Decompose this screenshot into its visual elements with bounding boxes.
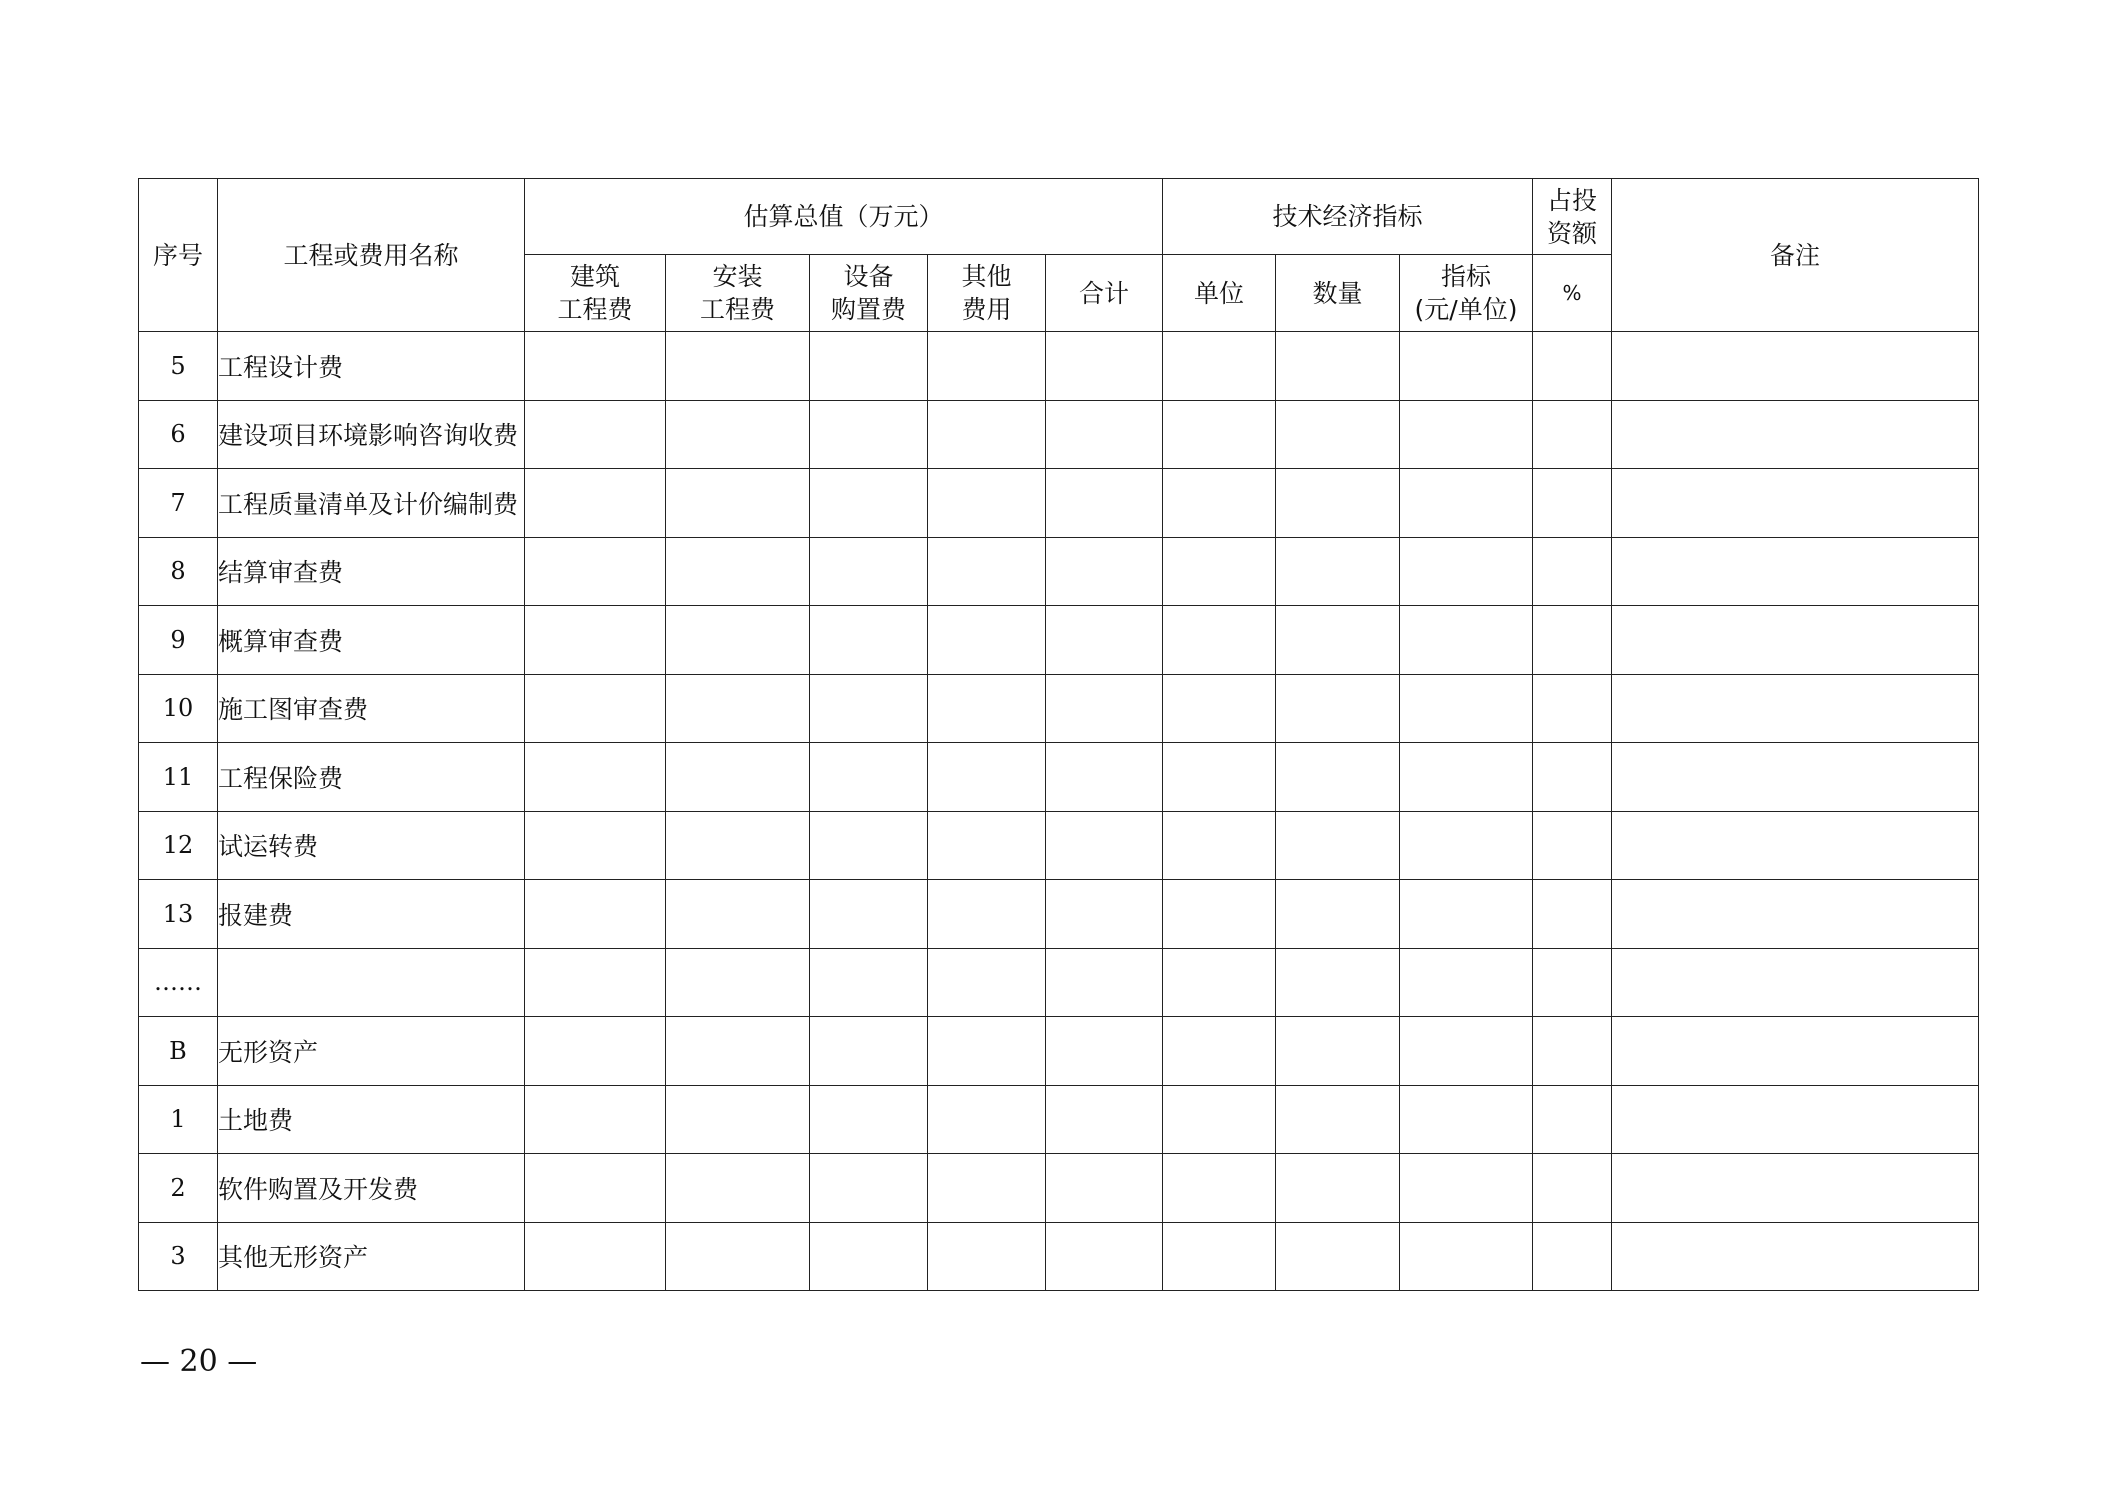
empty-cell: [525, 606, 666, 675]
empty-cell: [1400, 1154, 1533, 1223]
empty-cell: [1533, 606, 1612, 675]
row-item-name: 工程质量清单及计价编制费: [218, 469, 525, 538]
empty-cell: [1276, 811, 1400, 880]
header-ratio-unit: %: [1533, 255, 1612, 332]
row-item-name: 报建费: [218, 880, 525, 949]
empty-cell: [1163, 332, 1276, 401]
header-tech-group: 技术经济指标: [1163, 179, 1533, 255]
empty-cell: [1163, 1017, 1276, 1086]
empty-cell: [1163, 606, 1276, 675]
empty-cell: [525, 332, 666, 401]
empty-cell: [1400, 332, 1533, 401]
empty-cell: [1533, 1222, 1612, 1291]
table-row: [139, 948, 1979, 1017]
empty-cell: [1046, 400, 1163, 469]
row-number: ……: [139, 948, 218, 1017]
empty-cell: [1612, 332, 1979, 401]
empty-cell: [1276, 1222, 1400, 1291]
empty-cell: [810, 674, 928, 743]
empty-cell: [1612, 537, 1979, 606]
empty-cell: [1163, 400, 1276, 469]
header-install-cost: 安装 工程费: [666, 255, 810, 332]
header-estimate-group: 估算总值（万元）: [525, 179, 1163, 255]
empty-cell: [666, 1085, 810, 1154]
empty-cell: [810, 880, 928, 949]
empty-cell: [1533, 1085, 1612, 1154]
empty-cell: [1046, 811, 1163, 880]
empty-cell: [666, 400, 810, 469]
empty-cell: [1046, 332, 1163, 401]
empty-cell: [810, 1154, 928, 1223]
header-equipment-cost: 设备 购置费: [810, 255, 928, 332]
row-item-name: 建设项目环境影响咨询收费: [218, 400, 525, 469]
empty-cell: [1612, 743, 1979, 812]
empty-cell: [1046, 674, 1163, 743]
empty-cell: [810, 400, 928, 469]
empty-cell: [810, 743, 928, 812]
row-item-name: 试运转费: [218, 811, 525, 880]
header-unit: 单位: [1163, 255, 1276, 332]
empty-cell: [1400, 606, 1533, 675]
empty-cell: [1046, 1017, 1163, 1086]
empty-cell: [1276, 469, 1400, 538]
page-number: — 20 —: [140, 1344, 258, 1379]
row-number: 13: [139, 880, 218, 949]
empty-cell: [1276, 1017, 1400, 1086]
empty-cell: [525, 400, 666, 469]
table-row: [139, 606, 1979, 675]
row-item-name: 结算审查费: [218, 537, 525, 606]
empty-cell: [1046, 469, 1163, 538]
empty-cell: [1400, 537, 1533, 606]
empty-cell: [1400, 674, 1533, 743]
table-row: [139, 469, 1979, 538]
empty-cell: [525, 1222, 666, 1291]
empty-cell: [1612, 674, 1979, 743]
empty-cell: [928, 537, 1046, 606]
empty-cell: [1612, 469, 1979, 538]
empty-cell: [1612, 606, 1979, 675]
empty-cell: [810, 332, 928, 401]
header-building-cost: 建筑 工程费: [525, 255, 666, 332]
empty-cell: [928, 469, 1046, 538]
empty-cell: [1400, 1017, 1533, 1086]
table-row: [139, 811, 1979, 880]
row-number: 3: [139, 1222, 218, 1291]
empty-cell: [1533, 1154, 1612, 1223]
empty-cell: [525, 743, 666, 812]
empty-cell: [1046, 1154, 1163, 1223]
empty-cell: [1163, 469, 1276, 538]
empty-cell: [810, 469, 928, 538]
empty-cell: [666, 674, 810, 743]
row-number: 1: [139, 1085, 218, 1154]
empty-cell: [810, 537, 928, 606]
empty-cell: [810, 606, 928, 675]
empty-cell: [928, 880, 1046, 949]
empty-cell: [1276, 332, 1400, 401]
row-number: 10: [139, 674, 218, 743]
empty-cell: [1046, 948, 1163, 1017]
empty-cell: [1400, 743, 1533, 812]
empty-cell: [1276, 1085, 1400, 1154]
empty-cell: [1400, 469, 1533, 538]
empty-cell: [928, 674, 1046, 743]
estimate-table: [138, 178, 1979, 1291]
empty-cell: [1612, 811, 1979, 880]
empty-cell: [525, 880, 666, 949]
empty-cell: [1533, 400, 1612, 469]
empty-cell: [666, 1154, 810, 1223]
empty-cell: [666, 332, 810, 401]
empty-cell: [928, 948, 1046, 1017]
empty-cell: [1276, 880, 1400, 949]
empty-cell: [1276, 537, 1400, 606]
empty-cell: [1046, 1085, 1163, 1154]
empty-cell: [1533, 674, 1612, 743]
empty-cell: [525, 1154, 666, 1223]
empty-cell: [666, 469, 810, 538]
empty-cell: [666, 811, 810, 880]
empty-cell: [1400, 1222, 1533, 1291]
empty-cell: [928, 811, 1046, 880]
empty-cell: [666, 948, 810, 1017]
empty-cell: [1533, 811, 1612, 880]
empty-cell: [928, 606, 1046, 675]
empty-cell: [810, 1222, 928, 1291]
empty-cell: [1046, 880, 1163, 949]
table-row: [139, 537, 1979, 606]
empty-cell: [1046, 1222, 1163, 1291]
row-number: 12: [139, 811, 218, 880]
table-row: [139, 1017, 1979, 1086]
row-item-name: 工程保险费: [218, 743, 525, 812]
empty-cell: [1612, 1085, 1979, 1154]
empty-cell: [1400, 880, 1533, 949]
header-remark: 备注: [1612, 179, 1979, 332]
empty-cell: [1533, 880, 1612, 949]
empty-cell: [525, 537, 666, 606]
empty-cell: [1163, 1085, 1276, 1154]
empty-cell: [928, 743, 1046, 812]
empty-cell: [525, 1085, 666, 1154]
empty-cell: [928, 1154, 1046, 1223]
empty-cell: [1163, 1222, 1276, 1291]
empty-cell: [1276, 606, 1400, 675]
empty-cell: [525, 674, 666, 743]
empty-cell: [525, 811, 666, 880]
row-number: 11: [139, 743, 218, 812]
empty-cell: [1612, 880, 1979, 949]
empty-cell: [666, 537, 810, 606]
header-name: 工程或费用名称: [218, 179, 525, 332]
row-number: B: [139, 1017, 218, 1086]
empty-cell: [1163, 743, 1276, 812]
empty-cell: [525, 469, 666, 538]
header-seq: 序号: [139, 179, 218, 332]
empty-cell: [1533, 537, 1612, 606]
table-row: [139, 743, 1979, 812]
empty-cell: [666, 1017, 810, 1086]
row-item-name: 施工图审查费: [218, 674, 525, 743]
header-quantity: 数量: [1276, 255, 1400, 332]
empty-cell: [1533, 332, 1612, 401]
empty-cell: [810, 1017, 928, 1086]
empty-cell: [1612, 948, 1979, 1017]
empty-cell: [1612, 1222, 1979, 1291]
row-item-name: 无形资产: [218, 1017, 525, 1086]
row-item-name: 概算审查费: [218, 606, 525, 675]
empty-cell: [810, 948, 928, 1017]
table-row: [139, 332, 1979, 401]
empty-cell: [1612, 400, 1979, 469]
empty-cell: [1163, 674, 1276, 743]
empty-cell: [928, 400, 1046, 469]
empty-cell: [1276, 743, 1400, 812]
row-number: 7: [139, 469, 218, 538]
empty-cell: [1163, 811, 1276, 880]
empty-cell: [1400, 400, 1533, 469]
empty-cell: [928, 1017, 1046, 1086]
row-item-name: 其他无形资产: [218, 1222, 525, 1291]
empty-cell: [810, 811, 928, 880]
empty-cell: [666, 1222, 810, 1291]
row-number: 2: [139, 1154, 218, 1223]
row-number: 6: [139, 400, 218, 469]
empty-cell: [1533, 743, 1612, 812]
empty-cell: [1533, 1017, 1612, 1086]
table-row: [139, 1222, 1979, 1291]
empty-cell: [928, 332, 1046, 401]
table-row: [139, 400, 1979, 469]
row-number: 8: [139, 537, 218, 606]
empty-cell: [1276, 948, 1400, 1017]
empty-cell: [810, 1085, 928, 1154]
header-ratio: 占投 资额: [1533, 179, 1612, 255]
header-indicator: 指标 (元/单位): [1400, 255, 1533, 332]
row-number: 5: [139, 332, 218, 401]
row-item-name: [218, 948, 525, 1017]
row-number: 9: [139, 606, 218, 675]
empty-cell: [525, 1017, 666, 1086]
empty-cell: [1163, 948, 1276, 1017]
empty-cell: [1400, 948, 1533, 1017]
empty-cell: [1612, 1017, 1979, 1086]
empty-cell: [666, 880, 810, 949]
empty-cell: [1533, 469, 1612, 538]
row-item-name: 工程设计费: [218, 332, 525, 401]
empty-cell: [1163, 537, 1276, 606]
empty-cell: [1276, 674, 1400, 743]
empty-cell: [928, 1222, 1046, 1291]
empty-cell: [1612, 1154, 1979, 1223]
empty-cell: [525, 948, 666, 1017]
empty-cell: [1046, 743, 1163, 812]
empty-cell: [1046, 537, 1163, 606]
row-item-name: 土地费: [218, 1085, 525, 1154]
row-item-name: 软件购置及开发费: [218, 1154, 525, 1223]
empty-cell: [1400, 811, 1533, 880]
empty-cell: [666, 606, 810, 675]
empty-cell: [1276, 1154, 1400, 1223]
table-row: [139, 674, 1979, 743]
table-row: [139, 880, 1979, 949]
empty-cell: [666, 743, 810, 812]
table-row: [139, 1085, 1979, 1154]
table-row: [139, 1154, 1979, 1223]
empty-cell: [1046, 606, 1163, 675]
empty-cell: [1400, 1085, 1533, 1154]
empty-cell: [1163, 880, 1276, 949]
empty-cell: [1163, 1154, 1276, 1223]
empty-cell: [928, 1085, 1046, 1154]
header-other-cost: 其他 费用: [928, 255, 1046, 332]
header-total: 合计: [1046, 255, 1163, 332]
empty-cell: [1276, 400, 1400, 469]
empty-cell: [1533, 948, 1612, 1017]
